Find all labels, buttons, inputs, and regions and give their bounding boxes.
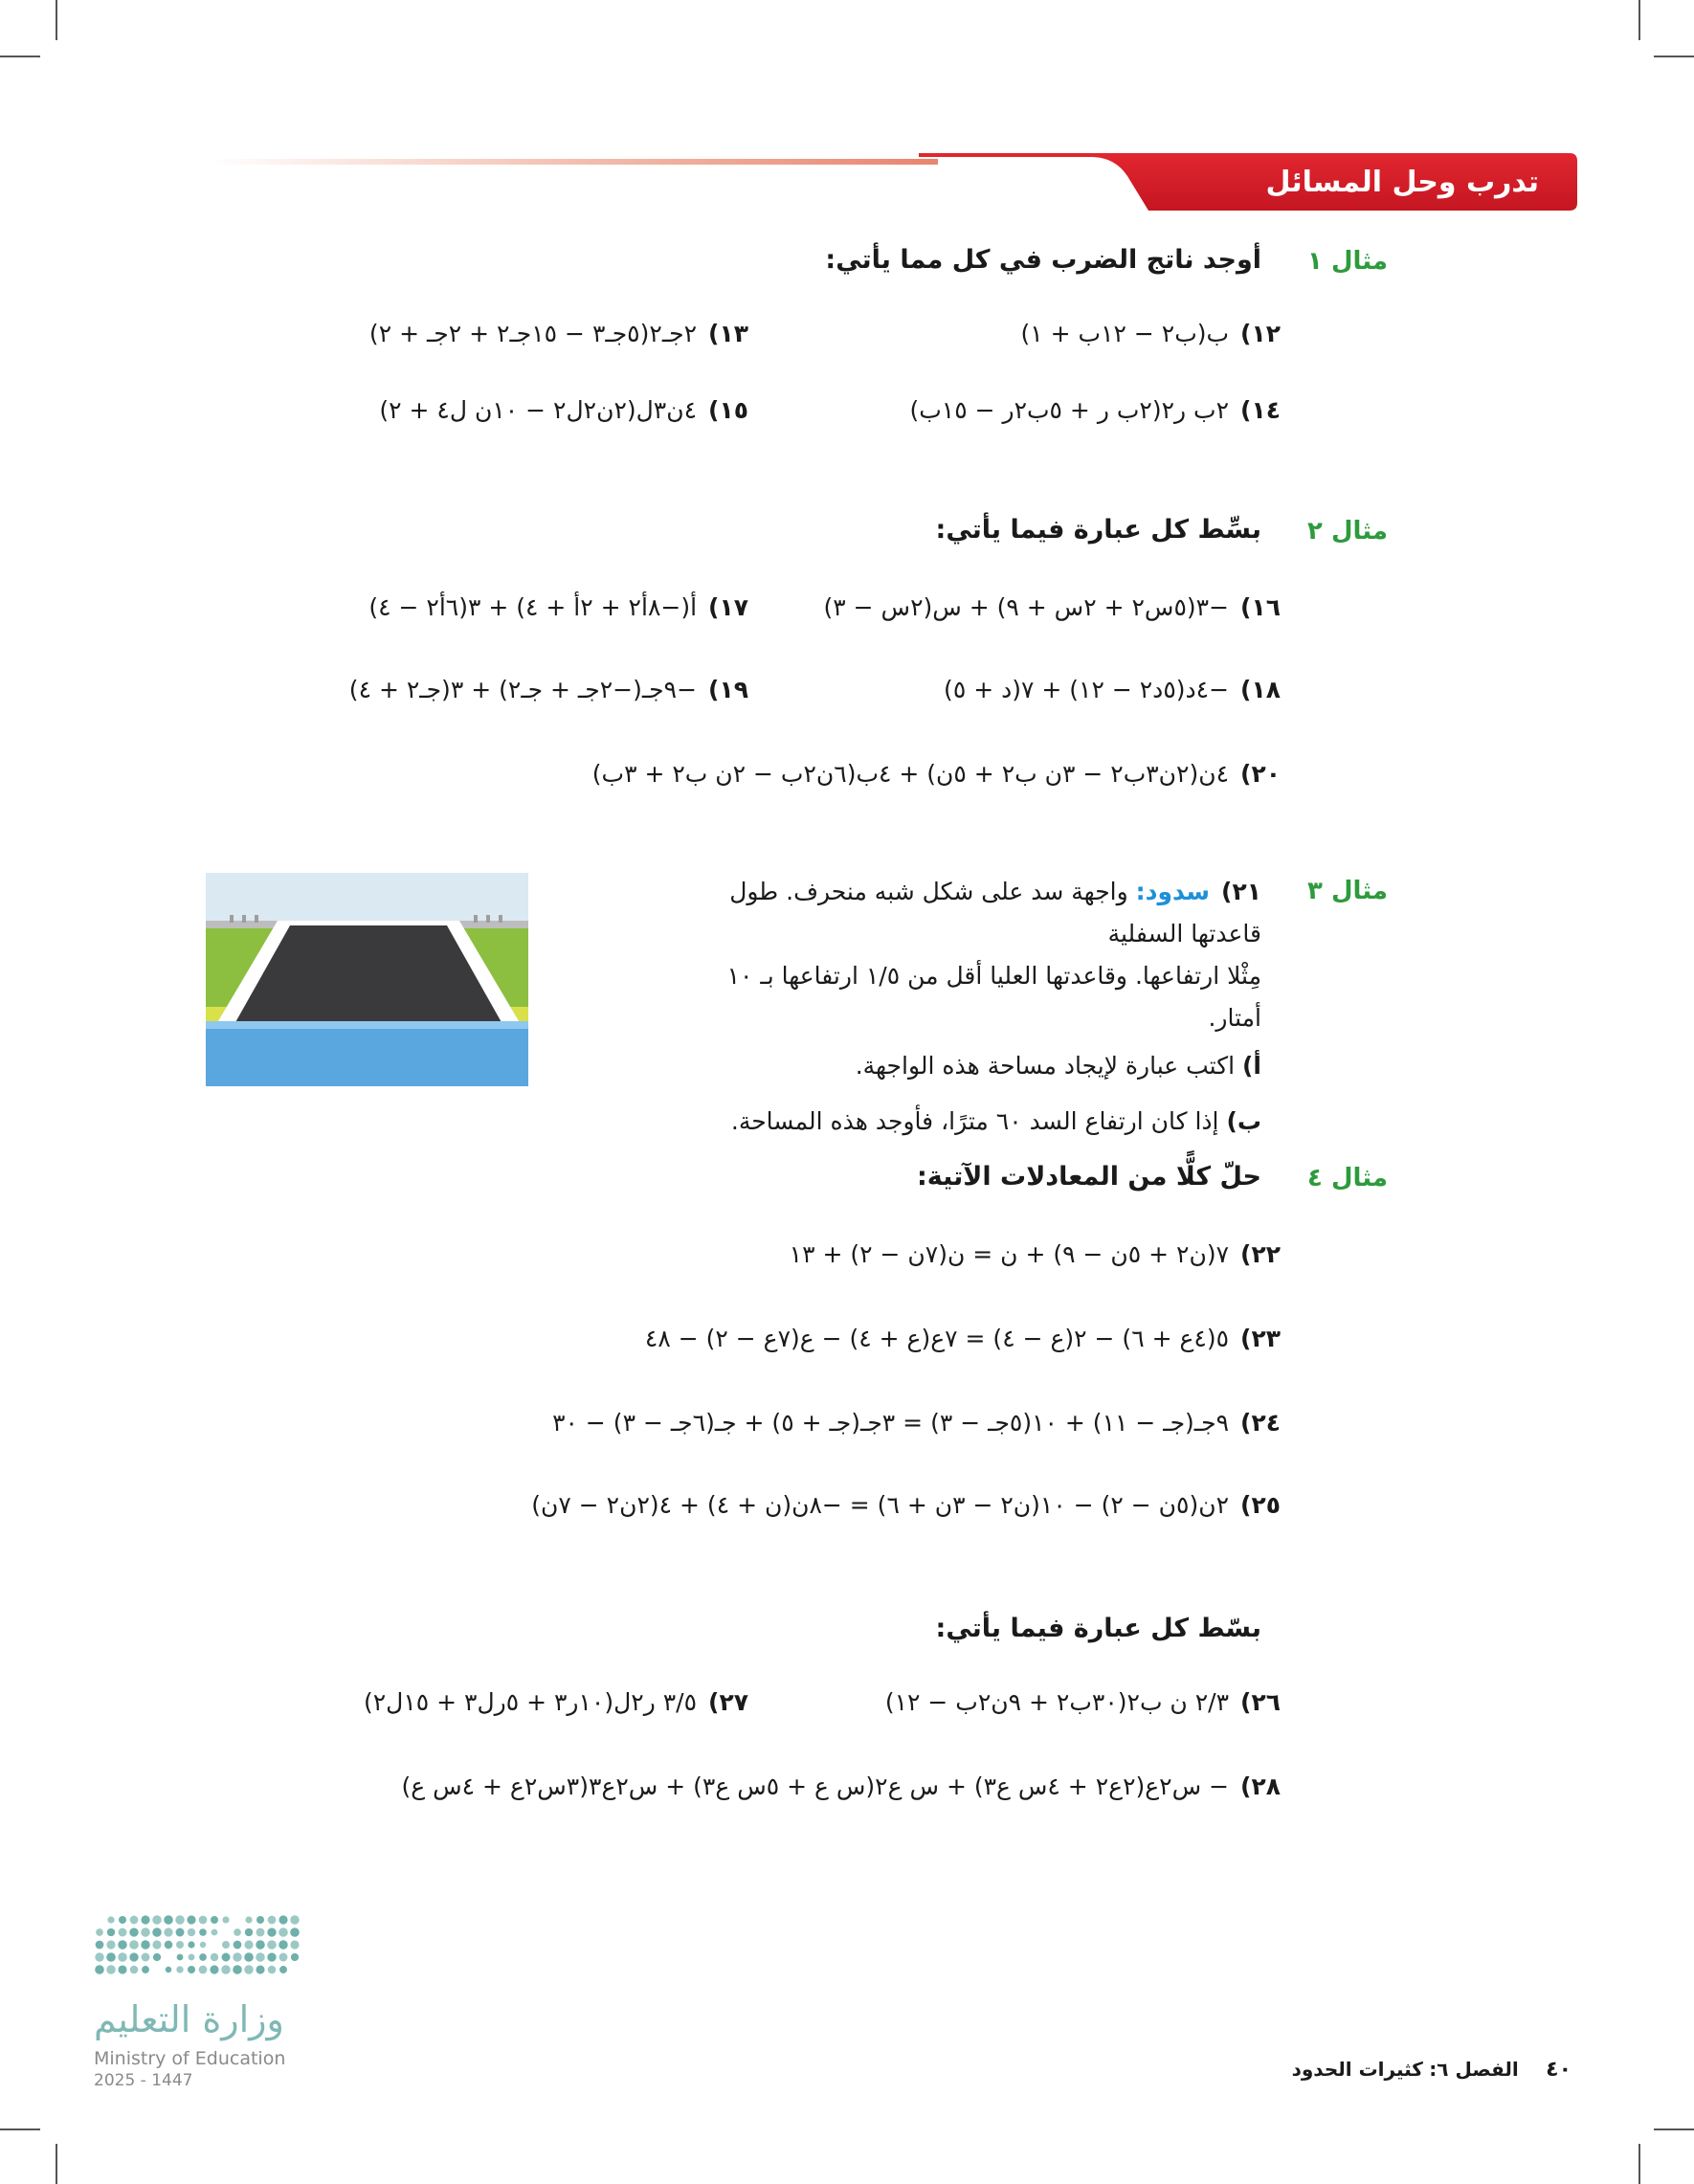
- logo-dot: [279, 1953, 288, 1962]
- logo-dot: [267, 1940, 277, 1950]
- logo-dot: [129, 1928, 138, 1936]
- logo-dot: [118, 1965, 126, 1973]
- logo-dot: [244, 1940, 253, 1949]
- logo-dot: [142, 1966, 149, 1973]
- logo-dot: [129, 1952, 138, 1961]
- logo-dot: [177, 1954, 184, 1961]
- logo-dot: [118, 1952, 127, 1962]
- logo-dot: [290, 1940, 299, 1949]
- logo-dot: [221, 1965, 231, 1974]
- logo-dot: [234, 1928, 241, 1936]
- logo-dot: [118, 1940, 127, 1950]
- crop-mark: [1654, 56, 1694, 57]
- logo-dot: [290, 1915, 299, 1924]
- problem-25: ٢٥)٢ن(٥ن − ٢) − ١٠(ن٢ − ٣ن + ٦) = −٨ن(ن + ٤) + ٤(٢ن٢ − ٧ن): [531, 1491, 1281, 1519]
- logo-dot: [175, 1915, 184, 1924]
- logo-dot: [245, 1916, 252, 1923]
- problem-26: ٢٦)٢/٣ ن ب٢(٣٠ب٢ + ٩ن٢ب − ١٢): [884, 1688, 1281, 1716]
- crop-mark: [1654, 2128, 1694, 2130]
- dam-problem: [725, 871, 1261, 1143]
- logo-dot: [244, 1952, 254, 1962]
- example-label: مثال ٤: [1307, 1164, 1388, 1192]
- logo-dot: [290, 1928, 300, 1937]
- logo-dot: [152, 1940, 161, 1949]
- crop-mark: [1638, 2144, 1640, 2184]
- logo-dot: [268, 1916, 277, 1925]
- logo-dot: [189, 1954, 195, 1961]
- crop-mark: [56, 2144, 57, 2184]
- ministry-logo-year: 2025 - 1447: [94, 2071, 193, 2090]
- logo-dot: [106, 1965, 115, 1973]
- logo-dot: [267, 1952, 276, 1961]
- dam-part-a: أ) اكتب عبارة لإيجاد مساحة هذه الواجهة.: [855, 1052, 1261, 1080]
- crop-mark: [56, 0, 57, 40]
- ministry-logo-dots: [94, 1914, 300, 1981]
- logo-dot: [129, 1940, 139, 1950]
- logo-dot: [130, 1966, 139, 1974]
- logo-dot: [165, 1941, 173, 1950]
- logo-dot: [106, 1940, 115, 1949]
- example-label: مثال ٢: [1307, 517, 1388, 546]
- crop-mark: [1638, 0, 1640, 40]
- logo-dot: [95, 1952, 103, 1961]
- logo-dot: [256, 1928, 265, 1937]
- chapter-title: كثيرات الحدود: [1291, 2058, 1423, 2081]
- logo-dot: [166, 1967, 171, 1972]
- logo-dot: [106, 1952, 116, 1962]
- logo-dot-grid: [95, 1915, 300, 1974]
- logo-dot: [107, 1928, 115, 1936]
- logo-dot: [176, 1941, 184, 1949]
- logo-dot: [199, 1966, 208, 1974]
- instruction: أوجد ناتج الضرب في كل مما يأتي:: [825, 245, 1261, 275]
- dam-problem-line2: مِثْلا ارتفاعها. وقاعدتها العليا أقل من ١/٥ ارتفاعها بـ ١٠ أمتار.: [726, 962, 1261, 1032]
- logo-dot: [119, 1928, 127, 1937]
- dam-illustration: [206, 873, 528, 1086]
- logo-dot: [256, 1916, 264, 1924]
- problem-17: ١٧)أ(−٨أ٢ + ٢أ + ٤) + ٣(٦أ٢ − ٤): [368, 593, 748, 621]
- logo-dot: [119, 1916, 126, 1924]
- logo-dot: [211, 1953, 218, 1961]
- logo-dot: [233, 1952, 241, 1961]
- logo-dot: [279, 1915, 287, 1924]
- logo-dot: [267, 1928, 276, 1936]
- crop-mark: [0, 56, 40, 57]
- problem-15: ١٥)٤ن٣ل(٢ن٢ل٢ − ١٠ن ل٤ + ٢): [379, 396, 748, 424]
- logo-dot: [268, 1966, 277, 1974]
- logo-dot: [164, 1915, 173, 1925]
- page-footer: [1292, 2058, 1571, 2082]
- problem-23: ٢٣)٥(٤ع + ٦) − ٢(ع − ٤) = ٧ع(ع + ٤) − ع(٧ع − ٢) − ٤٨: [644, 1325, 1281, 1352]
- problem-12: ١٢)ب(ب٢ − ١٢ب + ١): [1020, 320, 1281, 347]
- logo-dot: [176, 1928, 185, 1937]
- problem-19: ١٩)−٩جـ(−٢جـ + جـ٢) + ٣(جـ٢ + ٤): [348, 676, 748, 703]
- logo-dot: [141, 1928, 150, 1937]
- logo-dot: [95, 1965, 104, 1974]
- problem-24: ٢٤)٩جـ(جـ − ١١) + ١٠(٥جـ − ٣) = ٣جـ(جـ + ٥) + جـ(٦جـ − ٣) − ٣٠: [552, 1409, 1281, 1437]
- logo-dot: [212, 1929, 218, 1936]
- instruction: بسِّط كل عبارة فيما يأتي:: [935, 515, 1261, 545]
- ministry-logo-arabic: وزارة التعليم: [94, 1998, 284, 2040]
- logo-dot: [279, 1928, 288, 1937]
- logo-dot: [188, 1928, 195, 1936]
- logo-dot: [188, 1941, 194, 1948]
- problem-18: ١٨)−٤د(٥د٢ − ١٢) + ٧(د + ٥): [944, 676, 1281, 703]
- dam-part-b: ب) إذا كان ارتفاع السد ٦٠ مترًا، فأوجد هذه المساحة.: [730, 1107, 1261, 1135]
- logo-dot: [222, 1941, 230, 1949]
- logo-dot: [141, 1915, 149, 1924]
- logo-dot: [199, 1928, 207, 1936]
- example-label: مثال ١: [1307, 247, 1388, 276]
- problem-27: ٢٧)٣/٥ ر٢ل(١٠ر٣ + ٥رل٣ + ١٥ل٢): [363, 1688, 748, 1716]
- dam-problem-line1: ٢١)سدود: واجهة سد على شكل شبه منحرف. طول قاعدتها السفلية: [729, 878, 1261, 947]
- problem-14: ١٤)٢ب ر٢(٢ب ر + ٥ب٢ر − ١٥ب): [909, 396, 1281, 424]
- chapter-number: الفصل ٦:: [1429, 2058, 1519, 2081]
- logo-dot: [222, 1916, 229, 1923]
- section-banner: [211, 153, 1577, 212]
- instruction: حلّ كلًّا من المعادلات الآتية:: [916, 1162, 1261, 1192]
- logo-dot: [279, 1940, 287, 1949]
- logo-dot: [291, 1953, 299, 1961]
- logo-dot: [256, 1940, 265, 1950]
- logo-dot: [130, 1916, 139, 1925]
- logo-dot: [211, 1916, 218, 1924]
- logo-dot: [210, 1965, 218, 1973]
- example-label: مثال ٣: [1307, 877, 1388, 905]
- logo-dot: [152, 1915, 161, 1924]
- problem-22: ٢٢)٧(ن٢ + ٥ن − ٩) + ن = ن(٧ن − ٢) + ١٣: [789, 1240, 1281, 1268]
- logo-dot: [199, 1916, 208, 1925]
- ministry-logo-english: Ministry of Education: [94, 2048, 286, 2069]
- logo-dot: [234, 1941, 242, 1950]
- banner-title: تدرب وحل المسائل: [1265, 166, 1539, 199]
- logo-dot: [141, 1940, 149, 1949]
- logo-dot: [152, 1928, 162, 1937]
- logo-dot: [245, 1928, 253, 1936]
- logo-dot: [187, 1915, 195, 1924]
- logo-dot: [199, 1953, 207, 1961]
- logo-dot: [256, 1952, 265, 1962]
- logo-dot: [222, 1953, 231, 1962]
- logo-dot: [176, 1966, 183, 1972]
- logo-dot: [200, 1942, 206, 1948]
- page-number: ٤٠: [1546, 2058, 1571, 2082]
- problem-13: ١٣)٢جـ٢(٥جـ٣ − ١٥جـ٢ + ٢جـ + ٢): [368, 320, 748, 347]
- logo-dot: [164, 1928, 172, 1936]
- logo-dot: [153, 1953, 161, 1961]
- logo-dot: [279, 1966, 287, 1973]
- logo-dot: [142, 1953, 150, 1962]
- problem-20: ٢٠)٤ن(٢ن٣ب٢ − ٣ن ب٢ + ٥ن) + ٤ب(٦ن٢ب − ٢ن ب٢ + ٣ب): [591, 760, 1281, 788]
- logo-dot: [96, 1928, 103, 1936]
- crop-mark: [0, 2128, 40, 2130]
- instruction: بسّط كل عبارة فيما يأتي:: [935, 1614, 1261, 1643]
- logo-dot: [96, 1941, 104, 1950]
- logo-dot: [233, 1965, 242, 1974]
- logo-dot: [107, 1916, 114, 1923]
- logo-dot: [256, 1965, 264, 1973]
- logo-dot: [188, 1966, 195, 1973]
- logo-dot: [244, 1965, 253, 1973]
- problem-28: ٢٨)− س٢ع(٢ع٢ + ٤س ع٣) + س ع٢(س ع + ٥س ع٣) + س٢ع٣(٣س٢ع + ٤س ع): [401, 1772, 1281, 1800]
- problem-16: ١٦)−٣(٥س٢ + ٢س + ٩) + س(٢س − ٣): [823, 593, 1281, 621]
